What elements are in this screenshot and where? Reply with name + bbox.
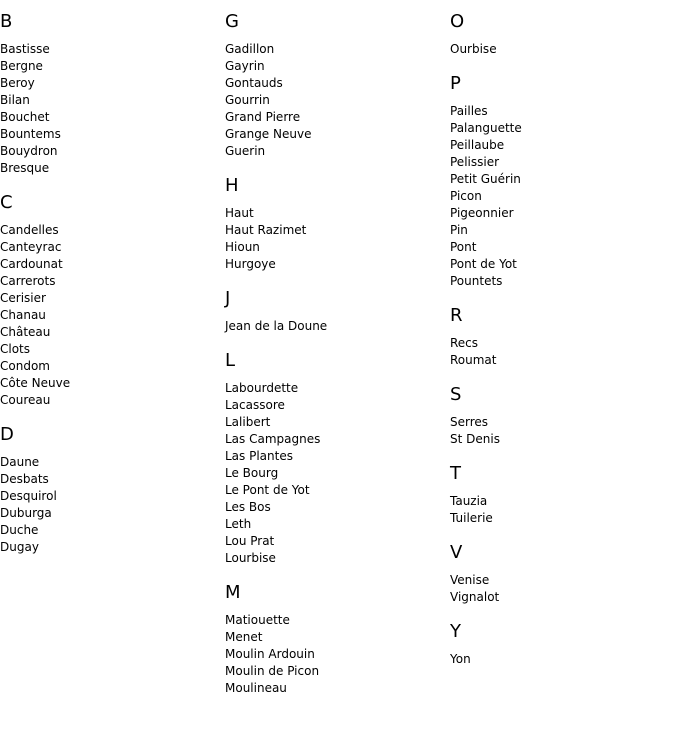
place-link[interactable]: Moulineau (225, 681, 287, 695)
place-link[interactable]: Las Plantes (225, 449, 293, 463)
place-list (225, 612, 445, 697)
place-link[interactable]: Gontauds (225, 76, 283, 90)
place-link[interactable]: Bastisse (0, 42, 50, 56)
letter-group-t (450, 463, 670, 527)
place-link[interactable]: Ourbise (450, 42, 497, 56)
place-link[interactable]: Tauzia (450, 494, 488, 508)
letter-heading: L (225, 350, 236, 371)
letter-heading: G (225, 11, 239, 32)
letter-heading: R (450, 305, 463, 326)
place-list (0, 222, 220, 409)
letter-group-o (450, 11, 670, 58)
place-link[interactable]: Moulin de Picon (225, 664, 320, 678)
place-link[interactable]: Château (0, 325, 51, 339)
letter-group-j (225, 288, 445, 335)
place-link[interactable]: Petit Guérin (450, 172, 521, 186)
place-link[interactable]: Desbats (0, 472, 49, 486)
place-list (0, 41, 220, 177)
place-link[interactable]: Chanau (0, 308, 46, 322)
letter-group-g (225, 11, 445, 160)
place-link[interactable]: Bresque (0, 161, 50, 175)
place-link[interactable]: Lacassore (225, 398, 285, 412)
place-link[interactable]: Daune (0, 455, 40, 469)
place-list (450, 335, 670, 369)
place-list (450, 651, 670, 668)
place-list (225, 205, 445, 273)
place-link[interactable]: Condom (0, 359, 50, 373)
place-list (450, 572, 670, 606)
index-column-1 (0, 11, 220, 571)
letter-group-r (450, 305, 670, 369)
letter-group-m (225, 582, 445, 697)
place-list (225, 318, 445, 335)
place-link[interactable]: Carrerots (0, 274, 56, 288)
place-link[interactable]: Gadillon (225, 42, 275, 56)
letter-group-b (0, 11, 220, 177)
place-link[interactable]: Lou Prat (225, 534, 275, 548)
place-link[interactable]: Lalibert (225, 415, 271, 429)
place-link[interactable]: Pountets (450, 274, 503, 288)
place-link[interactable]: Duche (0, 523, 39, 537)
place-link[interactable]: Hurgoye (225, 257, 276, 271)
place-link[interactable]: Bouchet (0, 110, 50, 124)
place-link[interactable]: Gayrin (225, 59, 265, 73)
place-list (225, 380, 445, 567)
place-link[interactable]: Peillaube (450, 138, 505, 152)
place-list (225, 41, 445, 160)
index-column-2 (225, 11, 445, 712)
place-link[interactable]: Leth (225, 517, 252, 531)
place-link[interactable]: Venise (450, 573, 490, 587)
place-link[interactable]: Coureau (0, 393, 51, 407)
place-list (450, 414, 670, 448)
letter-heading: D (0, 424, 14, 445)
place-link[interactable]: Candelles (0, 223, 59, 237)
place-link[interactable]: Jean de la Doune (225, 319, 328, 333)
place-link[interactable]: Serres (450, 415, 489, 429)
place-link[interactable]: Cardounat (0, 257, 63, 271)
place-link[interactable]: Côte Neuve (0, 376, 71, 390)
letter-group-y (450, 621, 670, 668)
place-link[interactable]: Las Campagnes (225, 432, 321, 446)
place-link[interactable]: Canteyrac (0, 240, 62, 254)
place-link[interactable]: Desquirol (0, 489, 57, 503)
letter-group-s (450, 384, 670, 448)
letter-heading: C (0, 192, 13, 213)
letter-group-c (0, 192, 220, 409)
letter-group-l (225, 350, 445, 567)
letter-heading: H (225, 175, 239, 196)
place-link[interactable]: Palanguette (450, 121, 522, 135)
place-link[interactable]: Haut Razimet (225, 223, 307, 237)
place-link[interactable]: Pin (450, 223, 468, 237)
place-link[interactable]: Dugay (0, 540, 39, 554)
index-column-3 (450, 11, 670, 683)
place-link[interactable]: Labourdette (225, 381, 299, 395)
place-link[interactable]: Cerisier (0, 291, 46, 305)
place-link[interactable]: St Denis (450, 432, 500, 446)
letter-heading: T (450, 463, 461, 484)
place-link[interactable]: Pont (450, 240, 477, 254)
place-list (450, 493, 670, 527)
letter-heading: J (225, 288, 231, 309)
place-link[interactable]: Bilan (0, 93, 30, 107)
letter-group-h (225, 175, 445, 273)
place-link[interactable]: Hioun (225, 240, 260, 254)
letter-group-p (450, 73, 670, 290)
place-link[interactable]: Picon (450, 189, 482, 203)
place-link[interactable]: Guerin (225, 144, 266, 158)
letter-heading: M (225, 582, 241, 603)
place-link[interactable]: Grand Pierre (225, 110, 301, 124)
letter-heading: P (450, 73, 461, 94)
place-link[interactable]: Recs (450, 336, 479, 350)
place-link[interactable]: Duburga (0, 506, 52, 520)
place-list (450, 41, 670, 58)
place-link[interactable]: Bouydron (0, 144, 58, 158)
letter-heading: O (450, 11, 465, 32)
place-link[interactable]: Tuilerie (450, 511, 493, 525)
letter-heading: V (450, 542, 463, 563)
place-link[interactable]: Yon (450, 652, 471, 666)
place-link[interactable]: Pelissier (450, 155, 500, 169)
place-link[interactable]: Lourbise (225, 551, 276, 565)
place-link[interactable]: Haut (225, 206, 254, 220)
place-link[interactable]: Moulin Ardouin (225, 647, 315, 661)
letter-group-v (450, 542, 670, 606)
place-link[interactable]: Pont de Yot (450, 257, 517, 271)
place-link[interactable]: Pailles (450, 104, 488, 118)
place-link[interactable]: Matiouette (225, 613, 290, 627)
place-link[interactable]: Pigeonnier (450, 206, 514, 220)
letter-heading: S (450, 384, 462, 405)
place-link[interactable]: Grange Neuve (225, 127, 312, 141)
place-link[interactable]: Le Pont de Yot (225, 483, 310, 497)
place-link[interactable]: Bountems (0, 127, 61, 141)
letter-heading: B (0, 11, 13, 32)
letter-heading: Y (450, 621, 461, 642)
place-link[interactable]: Clots (0, 342, 31, 356)
place-link[interactable]: Vignalot (450, 590, 500, 604)
place-link[interactable]: Gourrin (225, 93, 270, 107)
place-link[interactable]: Les Bos (225, 500, 271, 514)
place-link[interactable]: Menet (225, 630, 263, 644)
place-link[interactable]: Le Bourg (225, 466, 279, 480)
letter-group-d (0, 424, 220, 556)
place-list (450, 103, 670, 290)
place-list (0, 454, 220, 556)
place-link[interactable]: Beroy (0, 76, 35, 90)
place-link[interactable]: Roumat (450, 353, 497, 367)
place-link[interactable]: Bergne (0, 59, 43, 73)
